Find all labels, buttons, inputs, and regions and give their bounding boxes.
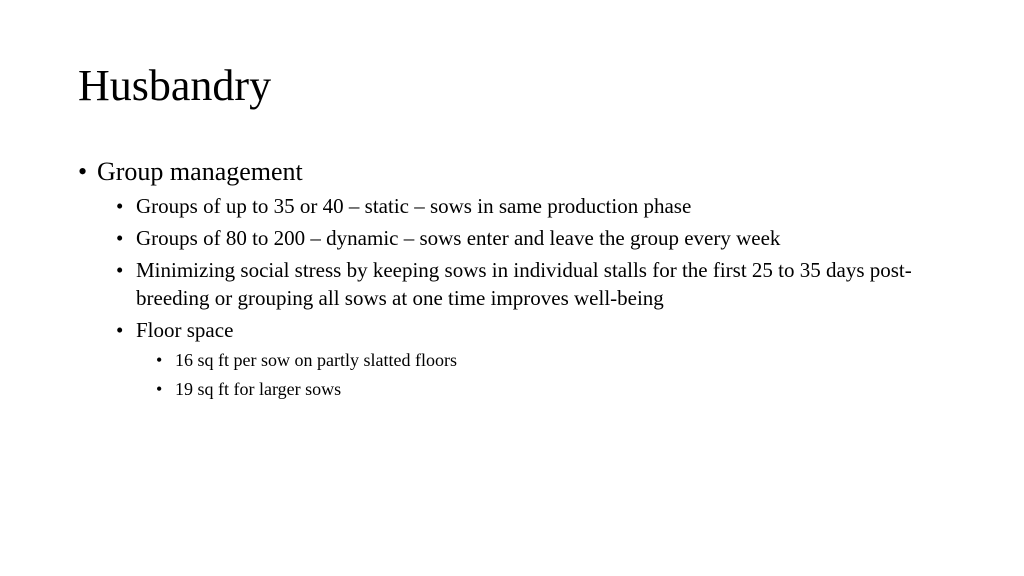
bullet-item bbox=[78, 156, 958, 188]
bullet-text: 16 sq ft per sow on partly slatted floors bbox=[175, 350, 457, 370]
bullet-marker: • bbox=[156, 350, 163, 370]
bullet-text: 19 sq ft for larger sows bbox=[175, 379, 342, 399]
bullet-text: Group management bbox=[97, 157, 303, 186]
bullet-marker: • bbox=[116, 258, 124, 282]
bullet-item bbox=[116, 224, 926, 252]
bullet-marker: • bbox=[78, 157, 88, 186]
bullet-marker: • bbox=[116, 194, 124, 218]
slide-title: Husbandry bbox=[78, 61, 272, 110]
bullet-text: Groups of 80 to 200 – dynamic – sows enter and leave the group every week bbox=[136, 226, 781, 250]
bullet-item bbox=[116, 316, 926, 344]
bullet-marker: • bbox=[116, 226, 124, 250]
bullet-item bbox=[156, 377, 958, 401]
bullet-text: Floor space bbox=[136, 318, 234, 342]
bullet-list bbox=[78, 156, 958, 406]
bullet-item bbox=[116, 256, 926, 312]
bullet-item bbox=[156, 348, 958, 372]
bullet-text: Minimizing social stress by keeping sows in individual stalls for the first 25 to 35 days post-breeding or grouping all sows at one time improves well-being bbox=[136, 258, 912, 310]
bullet-item bbox=[116, 192, 926, 220]
bullet-marker: • bbox=[116, 318, 124, 342]
bullet-marker: • bbox=[156, 379, 163, 399]
bullet-text: Groups of up to 35 or 40 – static – sows in same production phase bbox=[136, 194, 692, 218]
